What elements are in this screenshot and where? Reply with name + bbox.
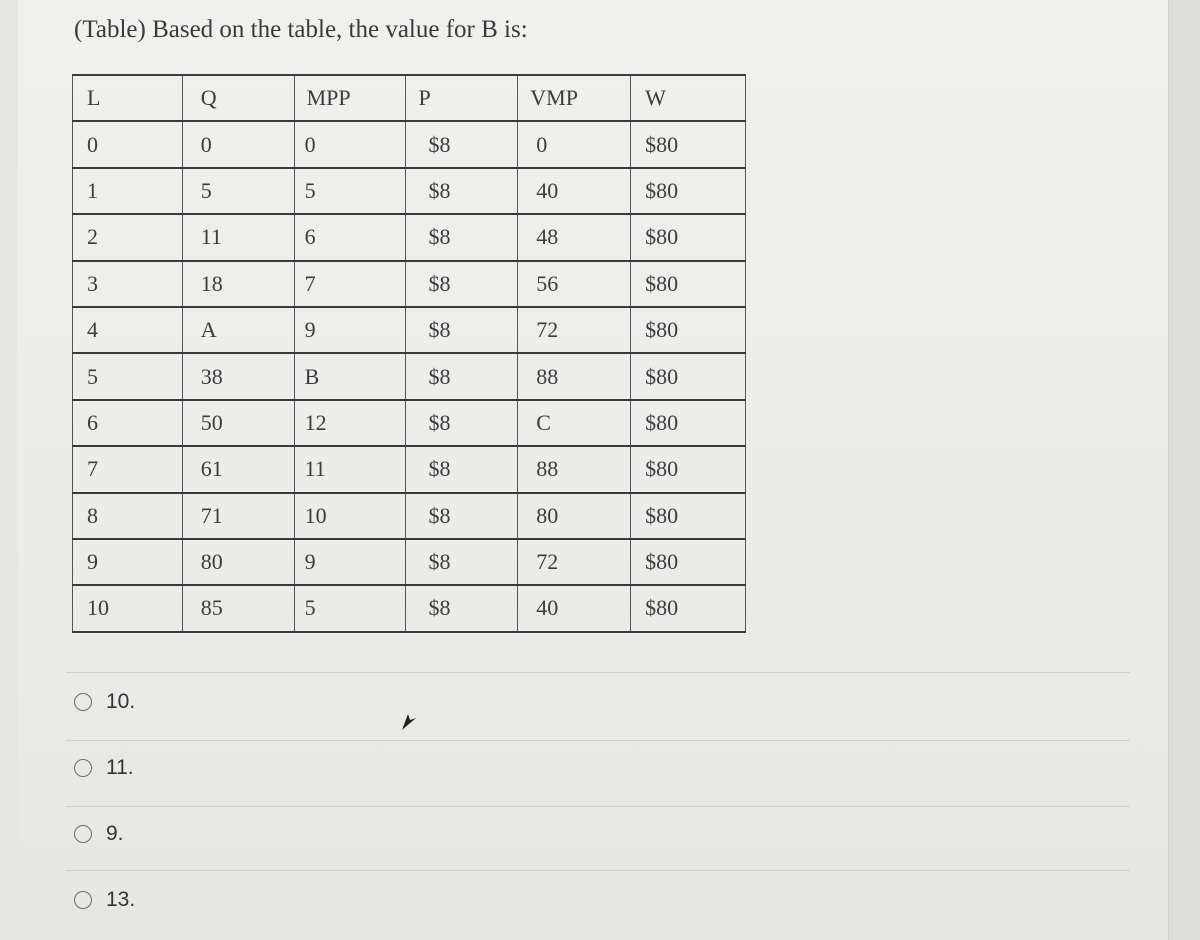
table-cell: 88 (518, 446, 631, 492)
answer-option-2[interactable] (74, 756, 134, 780)
table-cell: 6 (294, 214, 406, 260)
table-cell: $80 (631, 261, 746, 307)
table-header-row (73, 75, 746, 121)
table-cell: 7 (73, 446, 183, 492)
table-cell: $8 (406, 214, 518, 260)
table-cell: 5 (73, 353, 183, 399)
table-cell: $80 (631, 446, 746, 492)
table-cell: $80 (631, 400, 746, 446)
table-cell: 9 (294, 307, 406, 353)
question-text: (Table) Based on the table, the value for B is: (74, 16, 528, 43)
table-cell: 10 (73, 585, 183, 631)
table-row (73, 307, 746, 353)
table-cell: 4 (73, 307, 183, 353)
table-cell: 80 (182, 539, 294, 585)
table-cell: C (518, 400, 631, 446)
table-cell: 0 (294, 121, 406, 167)
answer-option-3[interactable] (74, 822, 124, 846)
table-cell: $8 (406, 400, 518, 446)
option-label: 9. (106, 822, 124, 845)
table-row (73, 121, 746, 167)
table-cell: 50 (182, 400, 294, 446)
table-cell: 88 (518, 353, 631, 399)
table-cell: $80 (631, 168, 746, 214)
table-cell: 6 (73, 400, 183, 446)
table-cell: 5 (294, 585, 406, 631)
option-divider (66, 806, 1130, 807)
table-cell: $80 (631, 121, 746, 167)
column-header-q: Q (182, 75, 294, 121)
table-cell: 72 (518, 307, 631, 353)
column-header-vmp: VMP (518, 75, 631, 121)
table-cell: 5 (182, 168, 294, 214)
table-row (73, 353, 746, 399)
table-row (73, 493, 746, 539)
table-cell: 38 (182, 353, 294, 399)
radio-unselected-icon[interactable] (74, 825, 92, 843)
table-cell: $8 (406, 261, 518, 307)
table-row (73, 446, 746, 492)
option-label: 10. (106, 690, 136, 713)
table-cell: 40 (518, 585, 631, 631)
table-cell: $8 (406, 585, 518, 631)
table-cell: 61 (182, 446, 294, 492)
table-cell: $8 (406, 539, 518, 585)
table-cell: 11 (294, 446, 406, 492)
table-cell: 0 (73, 121, 183, 167)
table-row (73, 539, 746, 585)
table-cell: 18 (182, 261, 294, 307)
table-row (73, 585, 746, 631)
table-cell: $80 (631, 353, 746, 399)
table-cell: 8 (73, 493, 183, 539)
option-divider (66, 740, 1130, 741)
table-cell: $8 (406, 446, 518, 492)
table-cell: $8 (406, 168, 518, 214)
radio-unselected-icon[interactable] (74, 759, 92, 777)
table-cell: $8 (406, 353, 518, 399)
table-cell: 71 (182, 493, 294, 539)
table-row (73, 261, 746, 307)
table-cell: 11 (182, 214, 294, 260)
table-cell: $80 (631, 493, 746, 539)
table-cell: A (182, 307, 294, 353)
table-row (73, 168, 746, 214)
table-cell: $80 (631, 539, 746, 585)
table-row (73, 400, 746, 446)
column-header-p: P (406, 75, 518, 121)
table-cell: 40 (518, 168, 631, 214)
table-cell: B (294, 353, 406, 399)
table-cell: $80 (631, 585, 746, 631)
table-cell: $80 (631, 214, 746, 260)
table-cell: 0 (518, 121, 631, 167)
column-header-mpp: MPP (294, 75, 406, 121)
table-cell: 0 (182, 121, 294, 167)
option-divider (66, 672, 1130, 673)
option-label: 13. (106, 888, 136, 911)
table-cell: 2 (73, 214, 183, 260)
table-cell: 7 (294, 261, 406, 307)
table-cell: 1 (73, 168, 183, 214)
table-cell: 12 (294, 400, 406, 446)
table-cell: 56 (518, 261, 631, 307)
column-header-l: L (73, 75, 183, 121)
radio-unselected-icon[interactable] (74, 891, 92, 909)
page-edge (1168, 0, 1200, 940)
data-table (72, 74, 746, 633)
answer-option-1[interactable] (74, 690, 135, 714)
table-cell: 85 (182, 585, 294, 631)
table-cell: $80 (631, 307, 746, 353)
table-cell: 80 (518, 493, 631, 539)
column-header-w: W (631, 75, 746, 121)
table-cell: 48 (518, 214, 631, 260)
table-cell: 3 (73, 261, 183, 307)
table-cell: 9 (294, 539, 406, 585)
answer-option-4[interactable] (74, 888, 135, 912)
option-divider (66, 870, 1130, 871)
radio-unselected-icon[interactable] (74, 693, 92, 711)
table-row (73, 214, 746, 260)
mouse-pointer-icon (398, 708, 420, 732)
table-cell: $8 (406, 307, 518, 353)
table-cell: $8 (406, 121, 518, 167)
table-cell: 9 (73, 539, 183, 585)
table-cell: 72 (518, 539, 631, 585)
table-cell: 5 (294, 168, 406, 214)
option-label: 11. (106, 756, 134, 779)
table-cell: 10 (294, 493, 406, 539)
table-cell: $8 (406, 493, 518, 539)
